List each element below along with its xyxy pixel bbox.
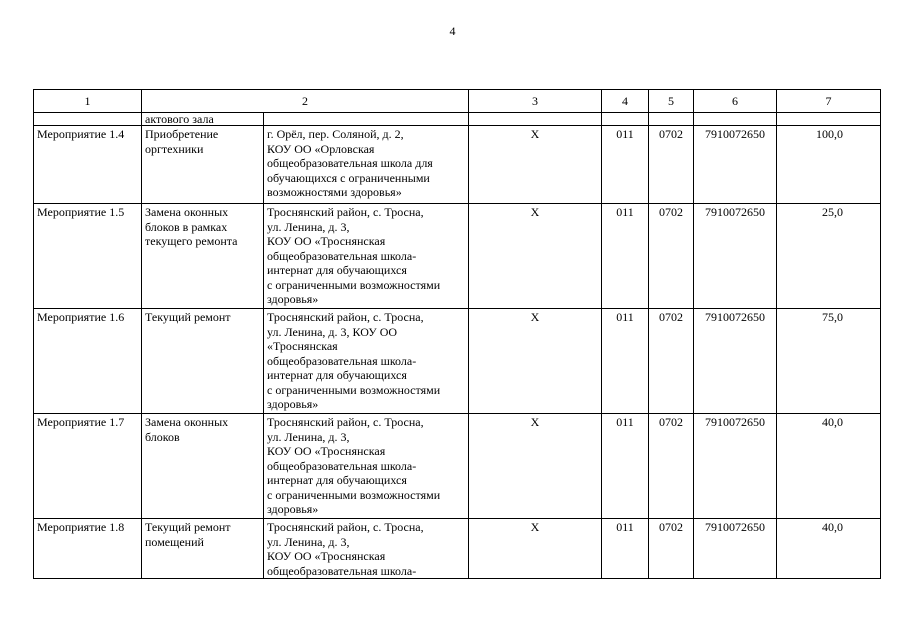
col5-cell: 0702 [649,519,694,579]
col5-cell: 0702 [649,126,694,204]
header-col-6: 6 [694,90,777,113]
address-cell: Троснянский район, с. Тросна, ул. Ленина, д. 3, КОУ ОО «Троснянская общеобразовательная школа- интернат для обучающихся с ограниченными возможностями здоровья» [264,309,469,414]
cell-empty [777,113,881,126]
header-col-7: 7 [777,90,881,113]
table-row [34,126,881,204]
header-col-4: 4 [602,90,649,113]
col6-cell: 7910072650 [694,204,777,309]
header-col-5: 5 [649,90,694,113]
header-col-3: 3 [469,90,602,113]
name-cell: Текущий ремонт помещений [142,519,264,579]
col6-cell: 7910072650 [694,519,777,579]
name-cell: Приобретение оргтехники [142,126,264,204]
name-cell: Замена оконных блоков в рамках текущего ремонта [142,204,264,309]
col6-cell: 7910072650 [694,414,777,519]
col5-cell: 0702 [649,204,694,309]
measure-cell: Мероприятие 1.4 [34,126,142,204]
col4-cell: 011 [602,204,649,309]
col3-cell: Х [469,414,602,519]
cell-empty [34,113,142,126]
table-row [34,414,881,519]
table-row [34,309,881,414]
col4-cell: 011 [602,519,649,579]
address-cell: Троснянский район, с. Тросна, ул. Ленина, д. 3, КОУ ОО «Троснянская общеобразовательная школа- интернат для обучающихся с ограниченными возможностями здоровья» [264,204,469,309]
measure-cell: Мероприятие 1.6 [34,309,142,414]
cell-empty [264,113,469,126]
cell-empty [694,113,777,126]
col7-cell: 100,0 [777,126,881,204]
name-cell: Замена оконных блоков [142,414,264,519]
cell-empty [469,113,602,126]
budget-table [33,89,881,579]
cell-empty [602,113,649,126]
name-cell: Текущий ремонт [142,309,264,414]
col3-cell: Х [469,204,602,309]
col3-cell: Х [469,126,602,204]
measure-cell: Мероприятие 1.8 [34,519,142,579]
table-row [34,519,881,579]
header-col-2: 2 [142,90,469,113]
continuation-text: актового зала [142,113,264,126]
col4-cell: 011 [602,414,649,519]
col7-cell: 40,0 [777,519,881,579]
continuation-row [34,113,881,126]
col3-cell: Х [469,309,602,414]
header-col-1: 1 [34,90,142,113]
table-row [34,204,881,309]
col6-cell: 7910072650 [694,309,777,414]
measure-cell: Мероприятие 1.7 [34,414,142,519]
cell-empty [649,113,694,126]
col7-cell: 25,0 [777,204,881,309]
page-number: 4 [449,24,456,38]
address-cell: Троснянский район, с. Тросна, ул. Ленина, д. 3, КОУ ОО «Троснянская общеобразовательная школа- [264,519,469,579]
col3-cell: Х [469,519,602,579]
address-cell: г. Орёл, пер. Соляной, д. 2, КОУ ОО «Орловская общеобразовательная школа для обучающихся с ограниченными возможностями здоровья» [264,126,469,204]
col4-cell: 011 [602,126,649,204]
col7-cell: 75,0 [777,309,881,414]
col5-cell: 0702 [649,414,694,519]
col6-cell: 7910072650 [694,126,777,204]
col7-cell: 40,0 [777,414,881,519]
col4-cell: 011 [602,309,649,414]
col5-cell: 0702 [649,309,694,414]
header-row [34,90,881,113]
address-cell: Троснянский район, с. Тросна, ул. Ленина, д. 3, КОУ ОО «Троснянская общеобразовательная школа- интернат для обучающихся с ограниченными возможностями здоровья» [264,414,469,519]
measure-cell: Мероприятие 1.5 [34,204,142,309]
